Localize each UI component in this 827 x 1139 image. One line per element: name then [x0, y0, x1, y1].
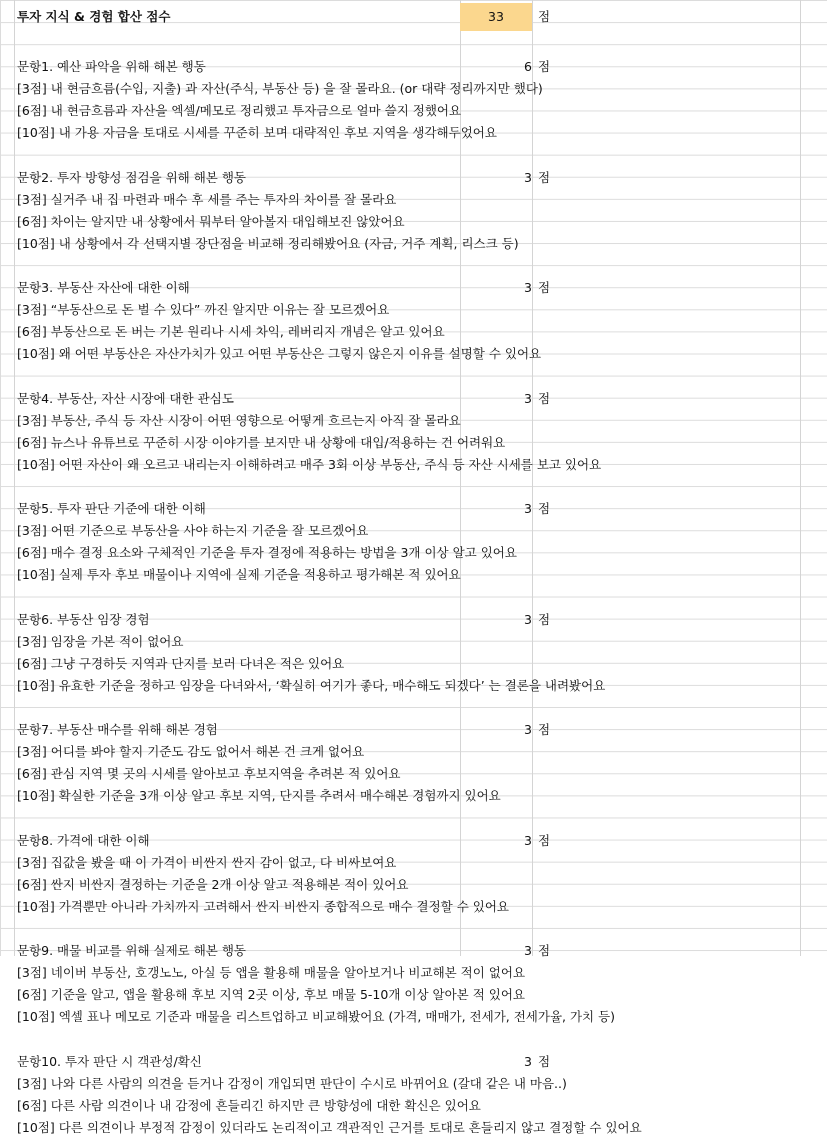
option-text: [10점] 내 가용 자금을 토대로 시세를 꾸준히 보며 대략적인 후보 지역을 생각해두었어요	[17, 125, 497, 141]
score-unit: 점	[538, 943, 551, 958]
option-text: [10점] 확실한 기준을 3개 이상 알고 후보 지역, 단지를 추려서 매수해본 경험까지 있어요	[17, 788, 501, 804]
question-score[interactable]: 3	[524, 943, 532, 958]
question-label: 문항10. 투자 판단 시 객관성/확신	[17, 1053, 202, 1069]
question-label: 문항5. 투자 판단 기준에 대한 이해	[17, 501, 206, 516]
score-unit: 점	[538, 390, 551, 406]
option-text: [10점] 실제 투자 후보 매물이나 지역에 실제 기준을 적용하고 평가해본 적 있어요	[17, 567, 461, 583]
option-text: [6점] 기준을 알고, 앱을 활용해 후보 지역 2곳 이상, 후보 매물 5-10개 이상 알아본 적 있어요	[17, 987, 525, 1003]
option-row[interactable]	[0, 675, 827, 697]
option-row[interactable]	[0, 100, 827, 122]
question-row[interactable]	[0, 167, 827, 189]
question-row[interactable]	[0, 719, 827, 741]
option-row[interactable]	[0, 299, 827, 321]
option-text: [10점] 다른 의견이나 부정적 감정이 있더라도 논리적이고 객관적인 근거를 토대로 흔들리지 않고 결정할 수 있어요	[17, 1119, 642, 1135]
option-text: [6점] 싼지 비싼지 결정하는 기준을 2개 이상 알고 적용해본 적이 있어요	[17, 876, 409, 892]
score-unit: 점	[538, 501, 551, 516]
option-text: [6점] 차이는 알지만 내 상황에서 뭐부터 알아볼지 대입해보진 않았어요	[17, 213, 405, 229]
score-unit: 점	[538, 169, 551, 185]
option-text: [6점] 관심 지역 몇 곳의 시세를 알아보고 후보지역을 추려본 적 있어요	[17, 766, 401, 782]
option-text: [6점] 뉴스나 유튜브로 꾸준히 시장 이야기를 보지만 내 상황에 대입/적용하는 건 어려워요	[17, 434, 506, 450]
question-row[interactable]	[0, 498, 827, 520]
question-label: 문항8. 가격에 대한 이해	[17, 832, 150, 848]
option-text: [10점] 가격뿐만 아니라 가치까지 고려해서 싼지 비싼지 종합적으로 매수 결정할 수 있어요	[17, 898, 509, 914]
option-text: [10점] 내 상황에서 각 선택지별 장단점을 비교해 정리해봤어요 (자금, 거주 계획, 리스크 등)	[17, 235, 519, 251]
question-score[interactable]: 3	[524, 390, 532, 406]
option-row[interactable]	[0, 564, 827, 586]
question-row[interactable]	[0, 940, 827, 962]
option-row[interactable]	[0, 520, 827, 542]
option-text: [10점] 엑셀 표나 메모로 기준과 매물을 리스트업하고 비교해봤어요 (가격, 매매가, 전세가, 전세가율, 가치 등)	[17, 1009, 616, 1025]
option-row[interactable]	[0, 852, 827, 874]
question-label: 문항9. 매물 비교를 위해 실제로 해본 행동	[17, 943, 246, 958]
question-score[interactable]: 3	[524, 611, 532, 627]
score-unit: 점	[538, 832, 551, 848]
option-text: [3점] 네이버 부동산, 호갱노노, 아실 등 앱을 활용해 매물을 알아보거나 비교해본 적이 없어요	[17, 965, 526, 981]
option-row[interactable]	[0, 1095, 827, 1117]
question-label: 문항7. 부동산 매수를 위해 해본 경험	[17, 722, 218, 737]
question-label: 문항1. 예산 파악을 위해 해본 행동	[17, 59, 206, 74]
option-row[interactable]	[0, 631, 827, 653]
option-text: [3점] 실거주 내 집 마련과 매수 후 세를 주는 투자의 차이를 잘 몰라요	[17, 191, 397, 207]
option-row[interactable]	[0, 542, 827, 564]
option-text: [10점] 유효한 기준을 정하고 임장을 다녀와서, ‘확실히 여기가 좋다, 매수해도 되겠다’ 는 결론을 내려봤어요	[17, 677, 606, 693]
option-text: [6점] 부동산으로 돈 버는 기본 원리나 시세 차익, 레버리지 개념은 알고 있어요	[17, 324, 445, 340]
question-row[interactable]	[0, 56, 827, 78]
option-text: [6점] 그냥 구경하듯 지역과 단지를 보러 다녀온 적은 있어요	[17, 655, 345, 671]
score-unit: 점	[538, 59, 551, 74]
question-label: 문항2. 투자 방향성 점검을 위해 해본 행동	[17, 169, 246, 185]
question-label: 문항4. 부동산, 자산 시장에 대한 관심도	[17, 390, 234, 406]
option-text: [3점] “부동산으로 돈 벌 수 있다” 까진 알지만 이유는 잘 모르겠어요	[17, 302, 390, 318]
option-row[interactable]	[0, 211, 827, 233]
score-unit: 점	[538, 280, 551, 295]
option-row[interactable]	[0, 410, 827, 432]
question-score[interactable]: 6	[524, 59, 532, 74]
question-row[interactable]	[0, 277, 827, 299]
option-row[interactable]	[0, 741, 827, 763]
question-label: 문항3. 부동산 자산에 대한 이해	[17, 280, 190, 295]
question-score[interactable]: 3	[524, 722, 532, 737]
question-row[interactable]	[0, 830, 827, 852]
option-text: [3점] 내 현금흐름(수입, 지출) 과 자산(주식, 부동산 등) 을 잘 몰라요. (or 대략 정리까지만 했다)	[17, 81, 543, 97]
question-row[interactable]	[0, 1051, 827, 1073]
option-row[interactable]	[0, 874, 827, 896]
question-score[interactable]: 3	[524, 501, 532, 516]
option-text: [3점] 어디를 봐야 할지 기준도 감도 없어서 해본 건 크게 없어요	[17, 744, 365, 760]
option-row[interactable]	[0, 321, 827, 343]
total-score-cell[interactable]: 33	[460, 3, 532, 31]
option-row[interactable]	[0, 233, 827, 255]
option-row[interactable]	[0, 1073, 827, 1095]
score-unit: 점	[538, 1053, 551, 1069]
question-score[interactable]: 3	[524, 280, 532, 295]
option-text: [3점] 임장을 가본 적이 없어요	[17, 633, 184, 649]
option-text: [3점] 부동산, 주식 등 자산 시장이 어떤 영향으로 어떻게 흐르는지 아직 잘 몰라요	[17, 412, 461, 428]
option-text: [6점] 내 현금흐름과 자산을 엑셀/메모로 정리했고 투자금으로 얼마 쓸지 정했어요	[17, 103, 462, 119]
option-row[interactable]	[0, 1117, 827, 1139]
option-row[interactable]	[0, 432, 827, 454]
option-text: [3점] 나와 다른 사람의 의견을 듣거나 감정이 개입되면 판단이 수시로 바뀌어요 (갈대 같은 내 마음..)	[17, 1075, 567, 1091]
option-row[interactable]	[0, 653, 827, 675]
question-row[interactable]	[0, 609, 827, 631]
option-row[interactable]	[0, 896, 827, 918]
option-text: [10점] 어떤 자산이 왜 오르고 내리는지 이해하려고 매주 3회 이상 부동산, 주식 등 자산 시세를 보고 있어요	[17, 456, 602, 472]
option-row[interactable]	[0, 962, 827, 984]
option-row[interactable]	[0, 78, 827, 100]
option-row[interactable]	[0, 454, 827, 476]
question-row[interactable]	[0, 388, 827, 410]
option-text: [3점] 어떤 기준으로 부동산을 사야 하는지 기준을 잘 모르겠어요	[17, 523, 369, 539]
question-score[interactable]: 3	[524, 1053, 532, 1069]
option-row[interactable]	[0, 785, 827, 807]
question-label: 문항6. 부동산 임장 경험	[17, 611, 150, 627]
score-unit: 점	[538, 722, 551, 737]
option-row[interactable]	[0, 1006, 827, 1028]
total-score-unit: 점	[538, 9, 551, 24]
option-text: [6점] 매수 결정 요소와 구체적인 기준을 투자 결정에 적용하는 방법을 3개 이상 알고 있어요	[17, 545, 517, 561]
option-row[interactable]	[0, 343, 827, 365]
option-row[interactable]	[0, 189, 827, 211]
option-text: [10점] 왜 어떤 부동산은 자산가치가 있고 어떤 부동산은 그렇지 않은지 이유를 설명할 수 있어요	[17, 346, 542, 362]
question-score[interactable]: 3	[524, 169, 532, 185]
option-text: [3점] 집값을 봤을 때 이 가격이 비싼지 싼지 감이 없고, 다 비싸보여요	[17, 854, 397, 870]
option-row[interactable]	[0, 122, 827, 144]
option-row[interactable]	[0, 763, 827, 785]
question-score[interactable]: 3	[524, 832, 532, 848]
score-unit: 점	[538, 611, 551, 627]
sheet-title: 투자 지식 & 경험 합산 점수	[17, 9, 171, 24]
option-text: [6점] 다른 사람 의견이나 내 감정에 흔들리긴 하지만 큰 방향성에 대한 확신은 있어요	[17, 1097, 481, 1113]
option-row[interactable]	[0, 984, 827, 1006]
